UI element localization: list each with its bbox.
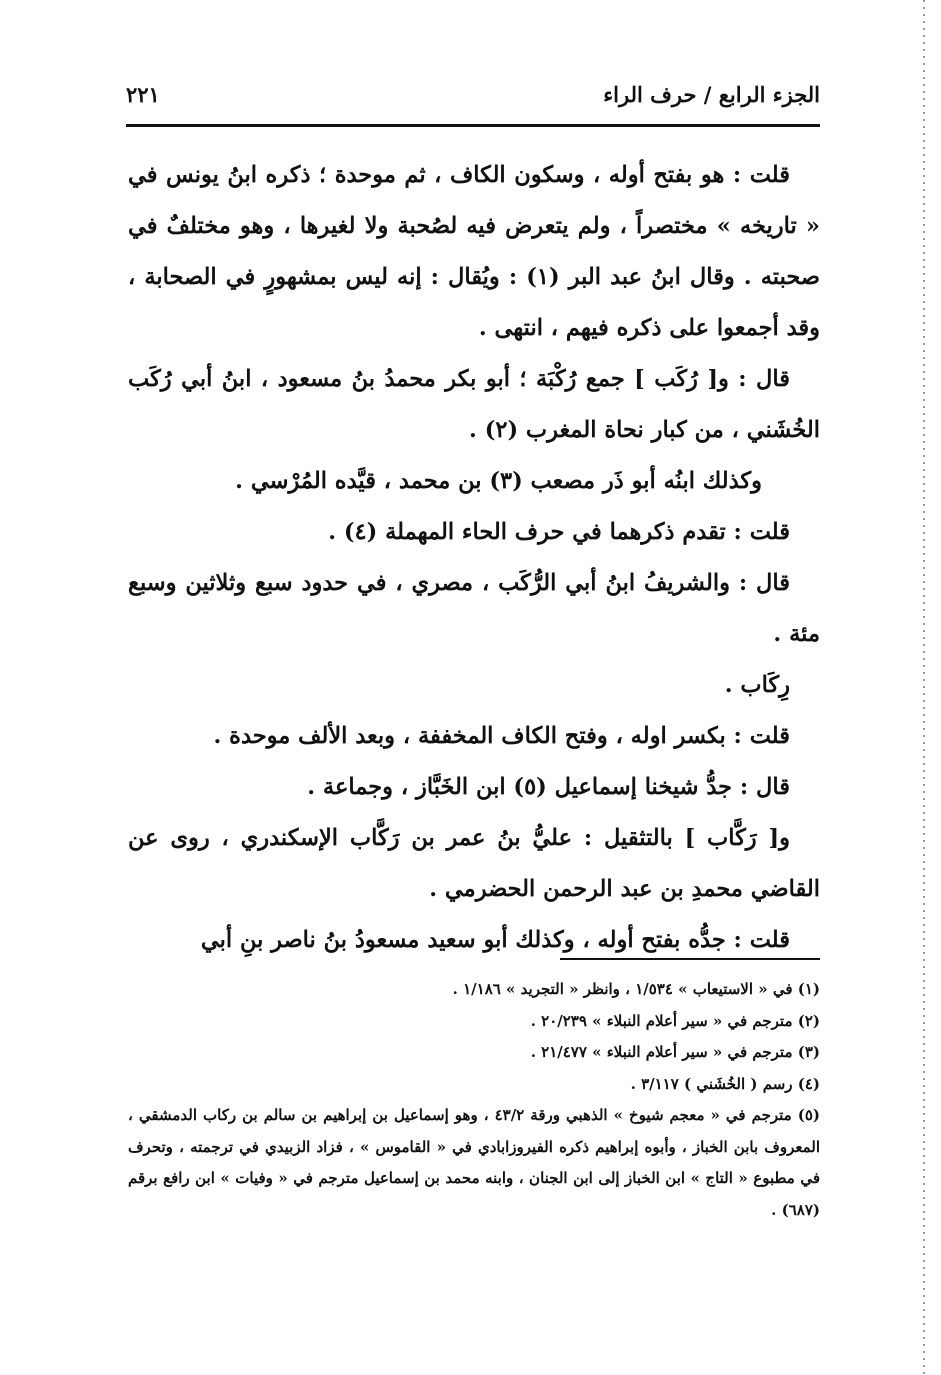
header-title: الجزء الرابع / حرف الراء xyxy=(603,82,820,107)
main-text xyxy=(128,150,820,966)
paragraph: وكذلك ابنُه أبو ذَر مصعب (٣) بن محمد ، قيَّده المُرْسي . xyxy=(235,468,762,494)
page-number: ٢٢١ xyxy=(126,82,160,107)
footnote: (٥) مترجم في « معجم شيوخ » الذهبي ورقة ٤٣/٢ ، وهو إسماعيل بن إبراهيم بن سالم بن ركاب الدمشقي ، المعروف بابن الخباز ، وأبوه إبراهيم ذكره الفيروزابادي في « القاموس » ، فزاد الزبيدي في ترجمته ، وتحرف في مطبوع « التاج » ابن الخباز إلى ابن الجنان ، وابنه محمد بن إسماعيل مترجم في « وفيات » ابن رافع برقم (٦٨٧) . xyxy=(128,1106,821,1219)
paragraph: قلت : بكسر اوله ، وفتح الكاف المخففة ، وبعد الألف موحدة . xyxy=(213,723,790,749)
footnote: (١) في « الاستيعاب » ١/٥٣٤ ، وانظر « التجريد » ١/١٨٦ . xyxy=(452,980,820,998)
paragraph: و[ رَكَّاب ] بالتثقيل : عليُّ بنُ عمر بن رَكَّاب الإسكندري ، روى عن القاضي محمدِ بن عبد الرحمن الحضرمي . xyxy=(128,825,820,902)
footnote: (٣) مترجم في « سير أعلام النبلاء » ٢١/٤٧٧ . xyxy=(530,1043,820,1061)
entry-heading: رِكَاب . xyxy=(724,672,790,698)
header-rule xyxy=(126,124,820,127)
footnote: (٢) مترجم في « سير أعلام النبلاء » ٢٠/٢٣٩ . xyxy=(530,1011,820,1030)
footnotes xyxy=(128,974,820,1226)
paragraph: قال : جدُّ شيخنا إسماعيل (٥) ابن الخَبَّاز ، وجماعة . xyxy=(307,774,790,800)
paragraph: قال : و[ رُكَب ] جمع رُكْبَة ؛ أبو بكر محمدُ بنُ مسعود ، ابنُ أبي رُكَب الخُشَني ، من كبار نحاة المغرب (٢) . xyxy=(128,366,820,443)
running-header xyxy=(126,82,820,122)
footnote: (٤) رسم ( الخُشَني ) ٣/١١٧ . xyxy=(630,1074,820,1093)
paragraph: قلت : هو بفتح أوله ، وسكون الكاف ، ثم موحدة ؛ ذكره ابنُ يونس في « تاريخه » مختصراً ، ولم يتعرض فيه لصُحبة ولا لغيرها ، وهو مختلفٌ في صحبته . وقال ابنُ عبد البر (١) : ويُقال : إنه ليس بمشهورٍ في الصحابة ، وقد أجمعوا على ذكره فيهم ، انتهى . xyxy=(128,162,820,341)
paragraph: قال : والشريفُ ابنُ أبي الرُّكَب ، مصري ، في حدود سبع وثلاثين وسبع مئة . xyxy=(128,570,820,647)
paragraph: قلت : تقدم ذكرهما في حرف الحاء المهملة (٤) . xyxy=(328,519,790,545)
scan-edge-dots xyxy=(923,0,925,1375)
paragraph: قلت : جدُّه بفتح أوله ، وكذلك أبو سعيد مسعودُ بنُ ناصر بنِ أبي xyxy=(200,927,790,953)
footnote-rule xyxy=(560,958,820,960)
